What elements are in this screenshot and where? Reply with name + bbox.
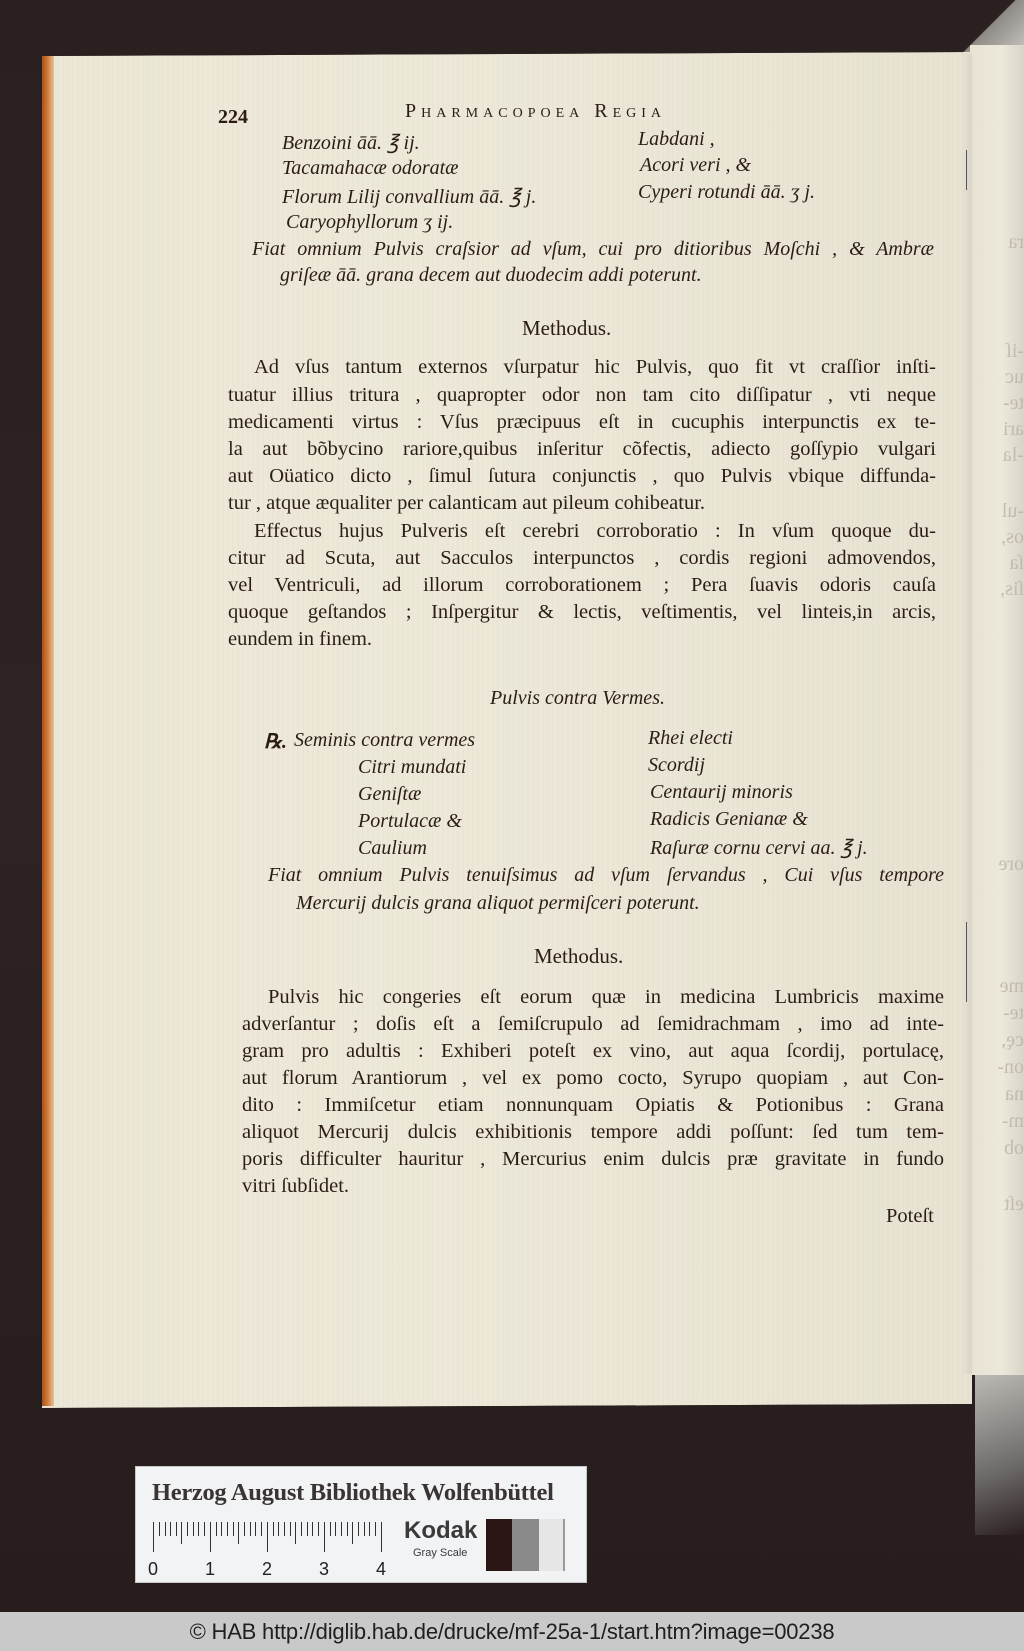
bleed-through-text: eſt [1004, 1193, 1024, 1215]
section-heading: Methodus. [522, 316, 612, 340]
gray-swatch-light [539, 1519, 565, 1571]
kodak-logo: Kodak [404, 1517, 478, 1544]
ruler-label: 1 [205, 1559, 216, 1579]
page-number: 224 [218, 106, 248, 128]
library-label-card [135, 1466, 587, 1583]
bleed-through-text: -ul [1001, 500, 1024, 522]
recipe-instruction: Fiat omnium Pulvis craſsior ad vſum, cui pro ditioribus Moſchi , & Ambræ [252, 238, 934, 260]
bleed-through-text: te- [1002, 1002, 1024, 1024]
paragraph-line: dito : Immiſcetur etiam nonnunquam Opiatis & Potionibus : Grana [242, 1094, 944, 1116]
ruler-label: 4 [376, 1559, 387, 1579]
ingredient: Florum Lilij convallium āā. ℥ j. [282, 186, 537, 208]
paragraph-line: poris difficulter hauritur , Mercurius enim dulcis præ gravitate in fundo [242, 1148, 944, 1170]
ingredient: Scordij [648, 754, 706, 776]
recipe-title: Pulvis contra Vermes. [490, 687, 665, 709]
gutter-mark [966, 150, 967, 190]
ingredient: Citri mundati [358, 756, 467, 778]
bleed-through-text: ob [1004, 1137, 1024, 1159]
bleed-through-text: -iſ [1006, 340, 1024, 362]
recipe-instruction: Mercurij dulcis grana aliquot permiſceri poterunt. [296, 892, 700, 914]
ingredient: Benzoini āā. ℥ ij. [282, 132, 420, 154]
paragraph-line: Effectus hujus Pulveris eſt cerebri corroboratio : In vſum quoque du- [254, 520, 936, 542]
paragraph-line: quoque geſtandos ; Inſpergitur & lectis, veſtimentis, vel linteis,in arcis, [228, 601, 936, 623]
recipe-instruction: griſeæ āā. grana decem aut duodecim addi poterunt. [280, 264, 702, 286]
bleed-through-text: me [999, 975, 1024, 997]
bleed-through-text: on- [997, 1056, 1024, 1078]
adjacent-page-edge [970, 45, 1024, 1375]
paragraph-line: citur ad Scuta, aut Sacculos interpunctos , cordis regioni admovendos, [228, 547, 936, 569]
copyright-footer: © HAB http://diglib.hab.de/drucke/mf-25a-1/start.htm?image=00238 [0, 1612, 1024, 1651]
page-gilt-edge [42, 56, 54, 1406]
running-head: Pharmacopoea Regia [405, 100, 667, 122]
bleed-through-text: ſis, [1000, 578, 1024, 600]
section-heading: Methodus. [534, 944, 624, 968]
ingredient: Seminis contra vermes [294, 729, 476, 751]
paragraph-line: tuatur illius tritura , quapropter odor non tam cito diſſipatur , vti neque [228, 384, 936, 406]
ingredient: Acori veri , & [640, 154, 752, 176]
scale-ruler [153, 1522, 383, 1552]
paragraph-line: vel Ventriculi, ad illorum corroborationem ; Pera ſuavis odoris cauſa [228, 574, 936, 596]
catchword: Poteſt [886, 1205, 934, 1227]
bleed-through-text: ore [998, 853, 1024, 875]
paragraph-line: vitri ſubſidet. [242, 1175, 350, 1197]
bleed-through-text: os, [1001, 526, 1024, 548]
bleed-through-text: m- [1001, 1110, 1024, 1132]
ingredient: Portulacæ & [358, 810, 462, 832]
paragraph-line: aut Oüatico dicto , ſimul ſutura conjunctis , quo Pulvis vbique diffunda- [228, 465, 936, 487]
ingredient: Rhei electi [648, 727, 733, 749]
bleed-through-text: na [1005, 1083, 1024, 1105]
paragraph-line: adverſantur ; doſis eſt a ſemiſcrupulo ad ſemidrachmam , imo ad inte- [242, 1013, 944, 1035]
ingredient: Tacamahacæ odoratæ [282, 157, 459, 179]
ingredient: Caryophyllorum ʒ ij. [286, 211, 454, 233]
bleed-through-text: ari [1002, 418, 1024, 440]
ingredient: Labdani , [638, 128, 715, 150]
ruler-label: 2 [262, 1559, 273, 1579]
paragraph-line: eundem in finem. [228, 628, 373, 650]
paragraph-line: tur , atque æqualiter per calanticam aut pileum cohibeatur. [228, 492, 706, 514]
bleed-through-text: te- [1002, 392, 1024, 414]
bleed-through-text: cę, [1001, 1029, 1024, 1051]
ingredient: Cyperi rotundi āā. ʒ j. [638, 181, 816, 203]
ingredient: Centaurij minoris [650, 781, 793, 803]
gray-swatch-mid [512, 1519, 539, 1571]
gray-swatch-dark [486, 1519, 512, 1571]
paragraph-line: Pulvis hic congeries eſt eorum quæ in medicina Lumbricis maxime [268, 986, 944, 1008]
bleed-through-text: ra [1008, 231, 1024, 253]
ingredient: Radicis Genianæ & [650, 808, 808, 830]
paragraph-line: la aut bõbycino rariore,quibus inſeritur cõfectis, adiecto goſſypio vulgari [228, 438, 936, 460]
paragraph-line: gram pro adultis : Exhiberi poteſt ex vino, aut aqua ſcordij, portulacę, [242, 1040, 944, 1062]
paragraph-line: aliquot Mercurij dulcis exhibitionis tempore addi poſſunt: ſed tum tem- [242, 1121, 944, 1143]
ingredient: Geniſtæ [358, 783, 422, 805]
recipe-symbol: ℞. [264, 731, 287, 753]
ingredient: Raſuræ cornu cervi aa. ℥ j. [650, 837, 868, 859]
gray-scale-label: Gray Scale [413, 1547, 468, 1559]
gutter-mark [966, 922, 967, 1002]
page-gutter [962, 54, 972, 1374]
paragraph-line: aut florum Arantiorum , vel ex pomo cocto, Syrupo quopiam , aut Con- [242, 1067, 944, 1089]
ingredient: Caulium [358, 837, 427, 859]
institution-name: Herzog August Bibliothek Wolfenbüttel [152, 1479, 554, 1506]
bleed-through-text: ſa [1009, 552, 1024, 574]
paragraph-line: medicamenti virtus : Vſus præcipuus eſt in cucuphis interpunctis ex te- [228, 411, 936, 433]
page-corner-shadow-bottom [975, 1375, 1024, 1535]
paragraph-line: Ad vſus tantum externos vſurpatur hic Pulvis, quo fit vt craſſior inſti- [254, 356, 936, 378]
bleed-through-text: -la [1002, 444, 1024, 466]
ruler-label: 3 [319, 1559, 330, 1579]
ruler-label: 0 [148, 1559, 159, 1579]
bleed-through-text: uc [1005, 366, 1024, 388]
recipe-instruction: Fiat omnium Pulvis tenuiſsimus ad vſum ſervandus , Cui vſus tempore [268, 864, 944, 886]
